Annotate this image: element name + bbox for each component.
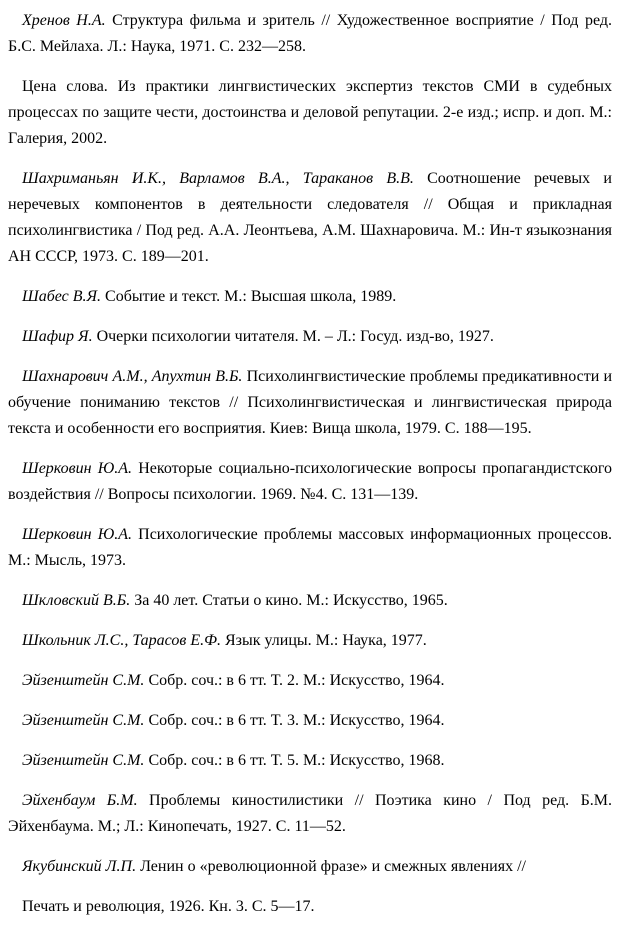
bibliography-entry bbox=[8, 522, 612, 574]
bibliography-entry bbox=[8, 456, 612, 508]
entry-text: Соотношение речевых и неречевых компонентов в деятельности следователя // Общая и прикладная психолингвистика / Под ред. А.А. Леонтьева, А.М. Шахнаровича. М.: Ин-т языкознания АН СССР, 1973. С. 189—201. bbox=[8, 170, 612, 265]
entry-author: Шахнарович А.М., Апухтин В.Б. bbox=[22, 368, 243, 385]
entry-text: Психологические проблемы массовых информационных процессов. М.: Мысль, 1973. bbox=[8, 526, 613, 569]
entry-text: Очерки психологии читателя. М. – Л.: Госуд. изд-во, 1927. bbox=[92, 328, 494, 345]
entry-text: Цена слова. Из практики лингвистических экспертиз текстов СМИ в судебных процессах по защите чести, достоинства и деловой репутации. 2-е изд.; испр. и доп. М.: Галерия, 2002. bbox=[8, 78, 612, 147]
entry-author: Эйзенштейн С.М. bbox=[22, 712, 145, 729]
entry-text: Структура фильма и зритель // Художественное восприятие / Под ред. Б.С. Мейлаха. Л.: Наука, 1971. С. 232—258. bbox=[8, 12, 612, 55]
bibliography-entry bbox=[8, 284, 612, 310]
entry-text: Язык улицы. М.: Наука, 1977. bbox=[220, 632, 427, 649]
entry-author: Шахриманьян И.К., Варламов В.А., Тараканов В.В. bbox=[22, 170, 414, 187]
entry-author: Шафир Я. bbox=[22, 328, 93, 345]
entry-text: Собр. соч.: в 6 тт. Т. 2. М.: Искусство, 1964. bbox=[144, 672, 445, 689]
bibliography-entry bbox=[8, 854, 612, 880]
bibliography-entry bbox=[8, 668, 612, 694]
entry-text: Ленин о «революционной фразе» и смежных явлениях // bbox=[136, 858, 526, 875]
entry-author: Якубинский Л.П. bbox=[22, 858, 137, 875]
entry-author: Эйзенштейн С.М. bbox=[22, 752, 145, 769]
entry-author: Эйзенштейн С.М. bbox=[22, 672, 145, 689]
bibliography-entry bbox=[8, 708, 612, 734]
bibliography-entry bbox=[8, 588, 612, 614]
bibliography-entry bbox=[8, 8, 612, 60]
entry-author: Шерковин Ю.А. bbox=[22, 460, 133, 477]
entry-author: Шерковин Ю.А. bbox=[22, 526, 132, 543]
entry-text: Некоторые социально-психологические вопросы пропагандистского воздействия // Вопросы психологии. 1969. №4. С. 131—139. bbox=[8, 460, 612, 503]
entry-text: За 40 лет. Статьи о кино. М.: Искусство, 1965. bbox=[130, 592, 448, 609]
bibliography-entry bbox=[8, 788, 612, 840]
entry-text: Собр. соч.: в 6 тт. Т. 3. М.: Искусство, 1964. bbox=[144, 712, 445, 729]
entry-author: Шабес В.Я. bbox=[22, 288, 102, 305]
bibliography-entry bbox=[8, 324, 612, 350]
entry-author: Шкловский В.Б. bbox=[22, 592, 131, 609]
bibliography-entry bbox=[8, 894, 612, 920]
entry-text: Проблемы киностилистики // Поэтика кино / Под ред. Б.М. Эйхенбаума. М.; Л.: Кинопечать, 1927. С. 11—52. bbox=[8, 792, 612, 835]
entry-author: Хренов Н.А. bbox=[22, 12, 106, 29]
bibliography-entry bbox=[8, 364, 612, 442]
entry-text: Событие и текст. М.: Высшая школа, 1989. bbox=[101, 288, 397, 305]
bibliography-entry bbox=[8, 748, 612, 774]
bibliography-entry bbox=[8, 74, 612, 152]
entry-text: Психолингвистические проблемы предикативности и обучение пониманию текстов // Психолингвистическая и лингвистическая природа текста и особенности его восприятия. Киев: Вища школа, 1979. С. 188—195. bbox=[8, 368, 613, 437]
bibliography-entry bbox=[8, 166, 612, 270]
bibliography-entry bbox=[8, 628, 612, 654]
entry-author: Школьник Л.С., Тарасов Е.Ф. bbox=[22, 632, 221, 649]
entry-text: Собр. соч.: в 6 тт. Т. 5. М.: Искусство, 1968. bbox=[144, 752, 445, 769]
entry-text: Печать и революция, 1926. Кн. 3. С. 5—17. bbox=[22, 898, 315, 915]
entry-author: Эйхенбаум Б.М. bbox=[22, 792, 138, 809]
